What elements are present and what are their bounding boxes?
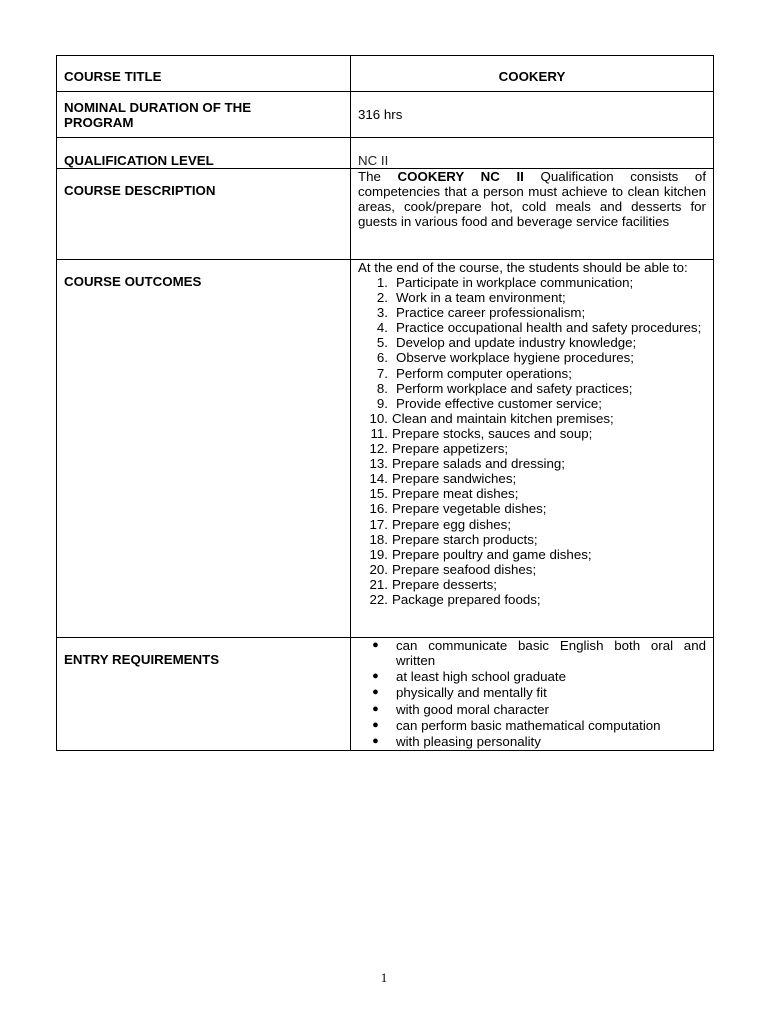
entry-label: ENTRY REQUIREMENTS: [64, 652, 220, 667]
entry-item: [351, 685, 706, 700]
bullet-icon: ●: [372, 686, 379, 699]
outcome-text: Prepare starch products;: [392, 531, 538, 547]
outcomes-label: COURSE OUTCOMES: [64, 274, 202, 289]
outcome-number: 12.: [369, 441, 388, 457]
outcome-number: 20.: [369, 561, 388, 577]
outcome-number: 17.: [369, 516, 388, 532]
bullet-icon: ●: [372, 639, 379, 651]
outcome-number: 18.: [369, 531, 388, 547]
entry-item: [351, 718, 706, 733]
entry-item: [351, 669, 706, 684]
outcome-item: [351, 366, 713, 381]
entry-text: with pleasing personality: [396, 733, 541, 749]
outcome-text: Prepare desserts;: [392, 576, 497, 592]
outcome-item: [351, 275, 713, 290]
bullet-icon: ●: [372, 734, 379, 747]
outcome-number: 11.: [370, 425, 388, 441]
outcome-item: [351, 381, 713, 396]
course-title-label: COURSE TITLE: [64, 68, 162, 84]
entry-text: can perform basic mathematical computation: [396, 717, 661, 733]
outcome-item: [351, 517, 713, 532]
row-qualification: [57, 138, 714, 169]
outcome-text: Practice career professionalism;: [396, 305, 586, 321]
outcome-text: Observe workplace hygiene procedures;: [396, 350, 634, 366]
entry-text: can communicate basic English both oral and written: [396, 638, 706, 668]
description-bold: COOKERY NC II: [397, 169, 524, 184]
outcome-number: 8.: [376, 380, 388, 396]
outcome-number: 4.: [376, 320, 388, 336]
outcome-number: 3.: [376, 305, 388, 321]
outcome-text: Prepare seafood dishes;: [392, 561, 537, 577]
outcome-text: Perform workplace and safety practices;: [396, 380, 633, 396]
outcome-number: 5.: [376, 335, 388, 351]
outcome-number: 21.: [369, 576, 388, 592]
outcome-number: 1.: [376, 275, 388, 290]
qualification-value: NC II: [358, 153, 389, 168]
outcome-item: [351, 501, 713, 516]
bullet-icon: ●: [372, 702, 379, 715]
outcome-text: Participate in workplace communication;: [396, 275, 634, 290]
outcome-number: 16.: [369, 501, 388, 517]
duration-label: NOMINAL DURATION OF THE PROGRAM: [64, 99, 252, 130]
outcome-text: Package prepared foods;: [392, 591, 541, 607]
row-course-title: [57, 56, 714, 92]
outcome-text: Prepare stocks, sauces and soup;: [392, 425, 593, 441]
outcome-item: [351, 471, 713, 486]
description-label: COURSE DESCRIPTION: [64, 183, 216, 198]
outcome-text: Prepare meat dishes;: [392, 486, 519, 502]
outcome-text: Prepare vegetable dishes;: [392, 501, 547, 517]
outcome-text: Prepare appetizers;: [392, 441, 509, 457]
outcome-item: [351, 320, 713, 335]
bullet-icon: ●: [372, 718, 379, 731]
outcome-number: 9.: [376, 395, 388, 411]
outcome-item: [351, 426, 713, 441]
entry-text: physically and mentally fit: [396, 685, 547, 701]
outcome-number: 2.: [376, 290, 388, 306]
row-outcomes: [57, 260, 714, 638]
outcome-number: 10.: [369, 410, 388, 426]
outcome-item: [351, 532, 713, 547]
description-text: [351, 169, 713, 229]
entry-item: [351, 638, 706, 668]
outcome-text: Prepare salads and dressing;: [392, 456, 565, 472]
entry-item: [351, 734, 706, 749]
outcome-item: [351, 350, 713, 365]
course-title-value: COOKERY: [498, 68, 566, 84]
outcome-text: Develop and update industry knowledge;: [396, 335, 637, 351]
outcomes-list: [351, 275, 713, 607]
qualification-label: QUALIFICATION LEVEL: [64, 153, 214, 168]
outcome-number: 7.: [376, 365, 388, 381]
outcome-item: [351, 547, 713, 562]
outcome-item: [351, 396, 713, 411]
outcome-text: Work in a team environment;: [396, 290, 566, 306]
outcome-number: 22.: [369, 591, 388, 607]
outcome-item: [351, 456, 713, 471]
outcome-item: [351, 335, 713, 350]
outcome-item: [351, 577, 713, 592]
outcome-item: [351, 441, 713, 456]
outcome-item: [351, 290, 713, 305]
outcome-item: [351, 305, 713, 320]
outcome-number: 19.: [369, 546, 388, 562]
bullet-icon: ●: [372, 670, 379, 683]
outcome-item: [351, 562, 713, 577]
outcome-text: Prepare egg dishes;: [392, 516, 512, 532]
outcomes-intro: At the end of the course, the students should be able to:: [358, 260, 688, 275]
course-info-table: [56, 55, 714, 751]
outcome-text: Perform computer operations;: [396, 365, 572, 381]
outcome-number: 14.: [369, 471, 388, 487]
outcome-text: Practice occupational health and safety procedures;: [396, 320, 702, 336]
entry-text: at least high school graduate: [396, 669, 567, 685]
description-rest: Qualification consists of competencies that a person must achieve to clean kitchen areas, cook/prepare hot, cold meals and desserts for guests in various food and beverage service facilities: [358, 169, 707, 229]
outcome-item: [351, 411, 713, 426]
page-number: 1: [380, 970, 388, 985]
outcome-text: Clean and maintain kitchen premises;: [392, 410, 614, 426]
row-duration: [57, 92, 714, 138]
duration-value: 316 hrs: [358, 107, 403, 122]
entry-text: with good moral character: [396, 701, 549, 717]
row-description: [57, 169, 714, 260]
outcome-text: Provide effective customer service;: [396, 395, 602, 411]
outcome-text: Prepare sandwiches;: [392, 471, 517, 487]
row-entry: [57, 638, 714, 751]
description-prefix: The: [358, 169, 381, 184]
entry-item: [351, 702, 706, 717]
outcome-text: Prepare poultry and game dishes;: [392, 546, 592, 562]
outcome-number: 6.: [376, 350, 388, 366]
outcome-item: [351, 592, 713, 607]
outcome-number: 15.: [369, 486, 388, 502]
outcome-item: [351, 486, 713, 501]
entry-list: [351, 638, 706, 749]
outcome-number: 13.: [369, 456, 388, 472]
